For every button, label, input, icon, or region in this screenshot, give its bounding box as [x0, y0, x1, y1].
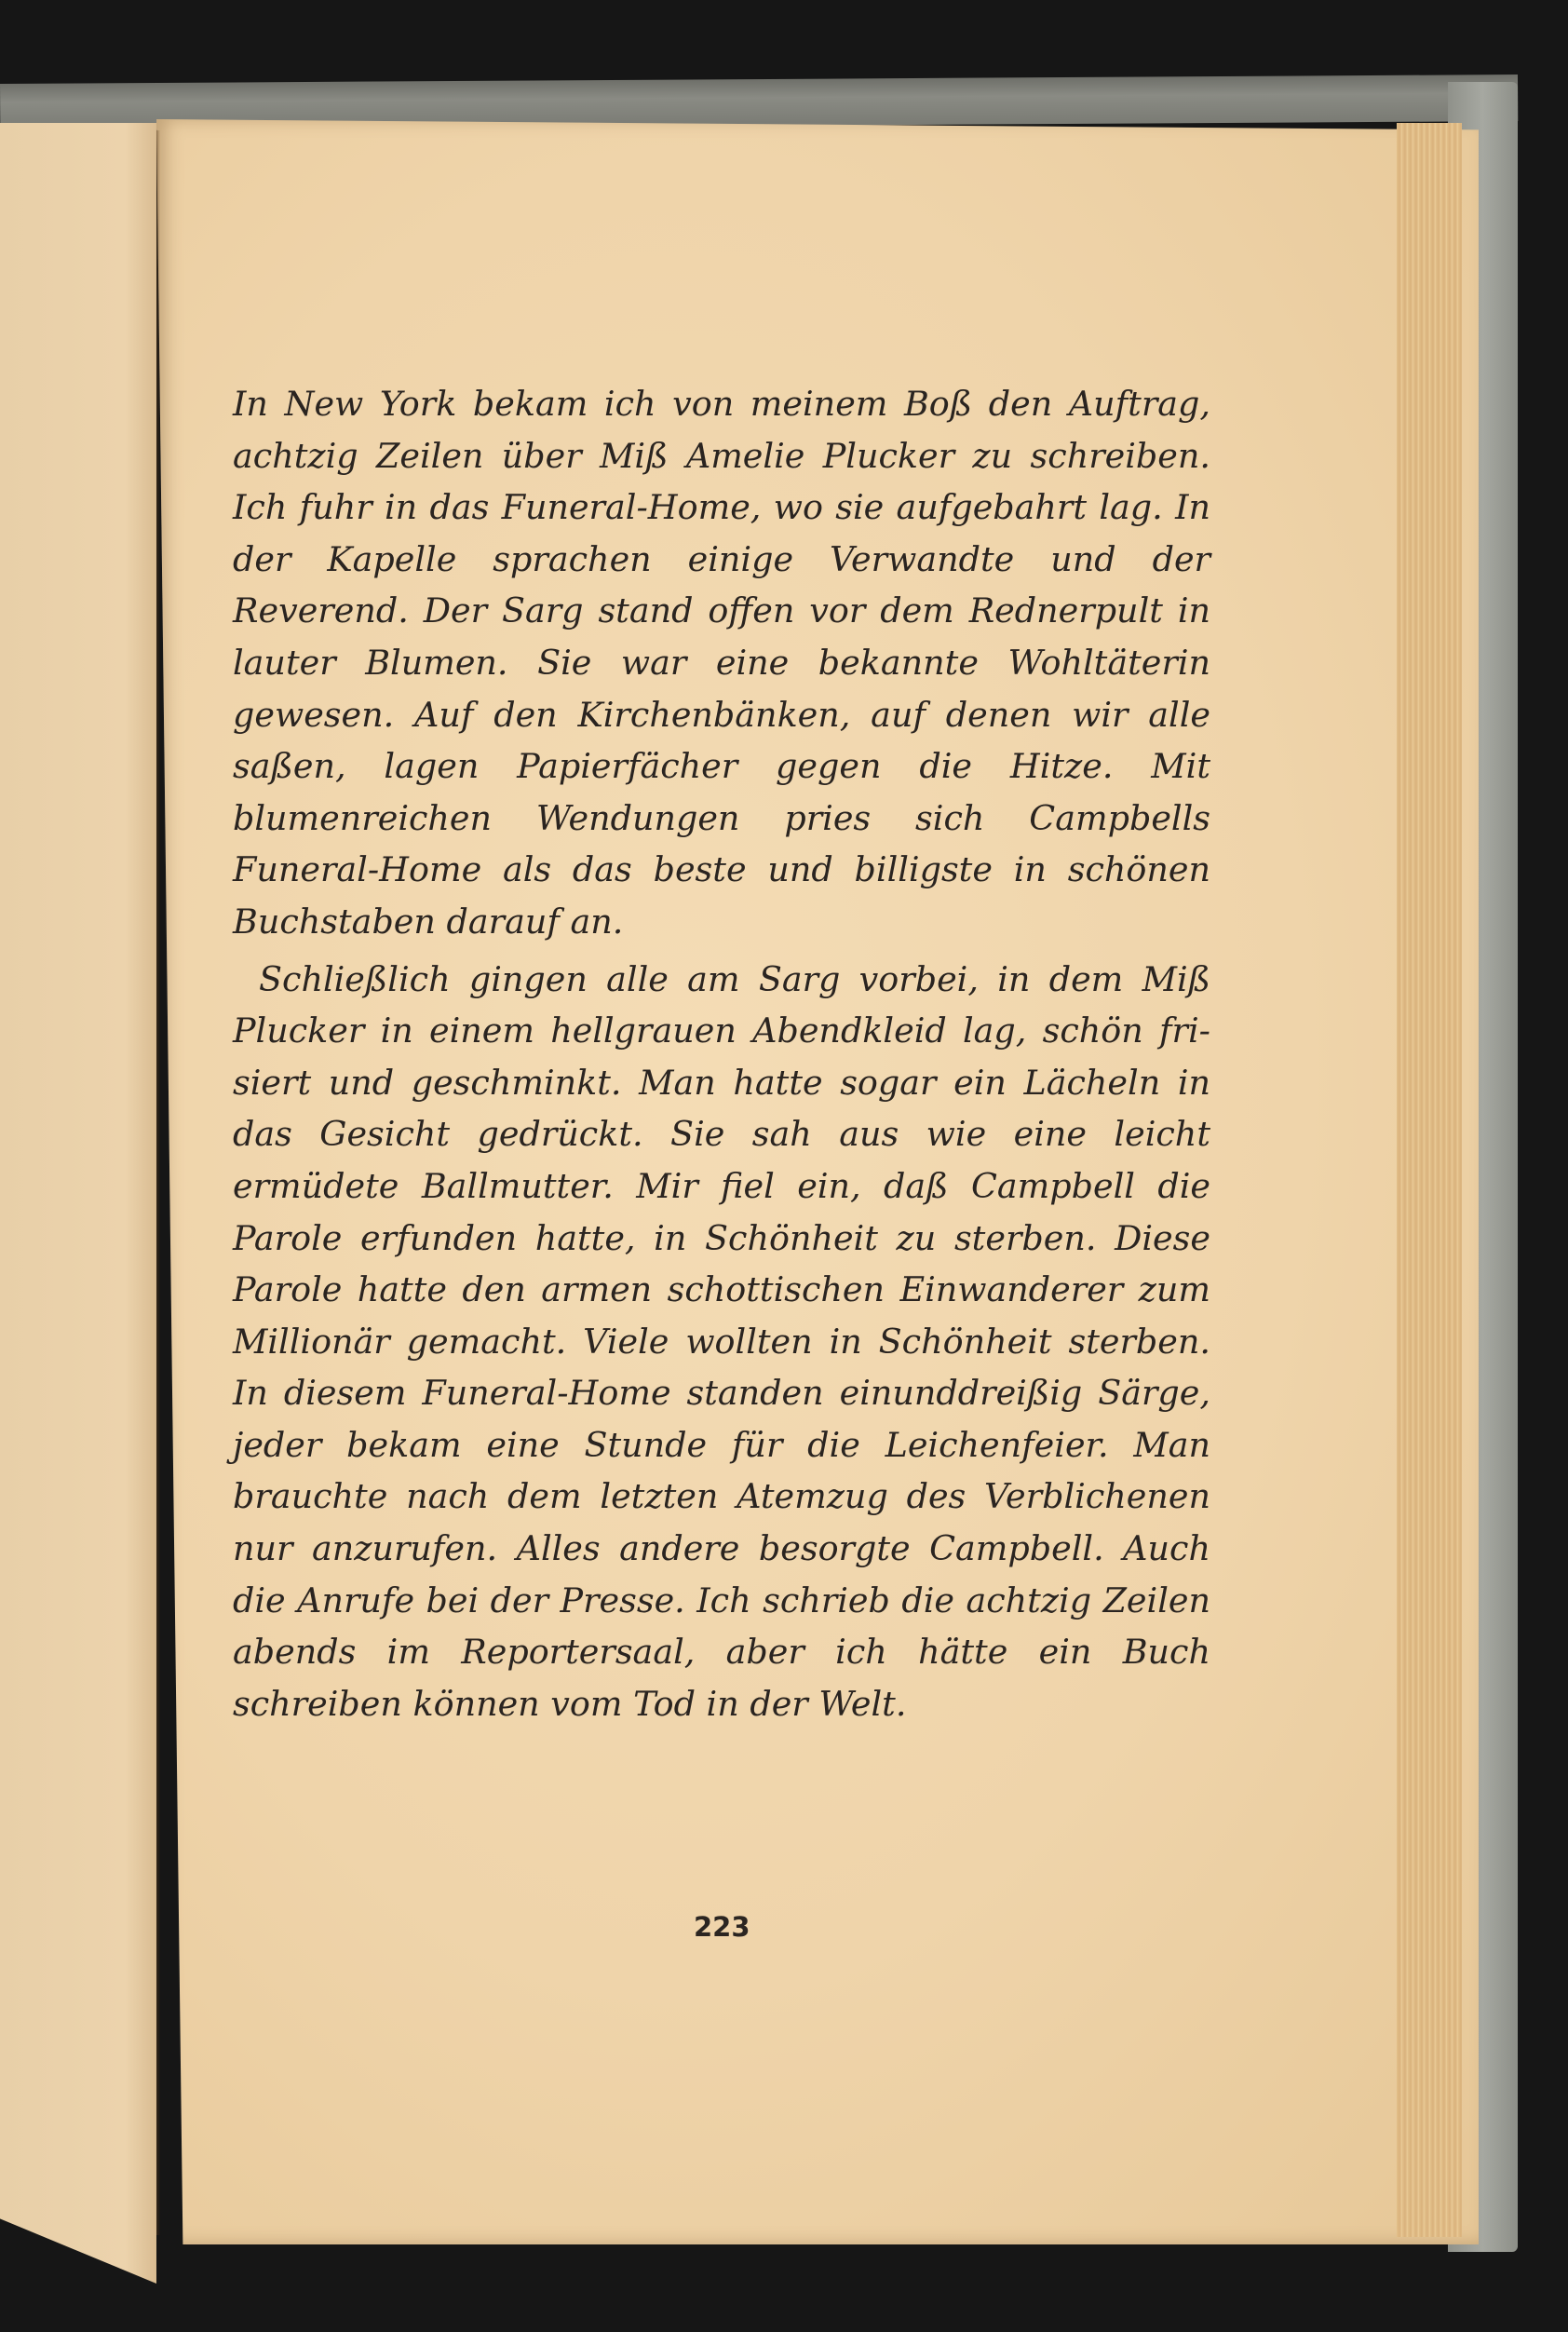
paragraph-2: Schließlich gingen alle am Sarg vorbei, in dem Miß Plucker in einem hellgrauen Abendkleid lag, schön frisiert und geschminkt. Man hatte sogar ein Lächeln in das Gesicht gedrückt. Sie sah aus wie eine leicht ermüdete Ballmutter. Mir fiel ein, daß Campbell die Parole erfunden hatte, in Schönheit zu sterben. Diese Parole hatte den armen schottischen Einwanderer zum Millionär gemacht. Viele wollten in Schönheit sterben. In diesem Funeral-Home standen einunddreißig Särge, jeder bekam eine Stunde für die Leichenfeier. Man brauchte nach dem letzten Atemzug des Verblichenen nur anzurufen. Alles andere besorgte Campbell. Auch die Anrufe bei der Presse. Ich schrieb die achtzig Zeilen abends im Reportersaal, aber ich hätte ein Buch schreiben können vom Tod in der Welt.	[233, 958, 1210, 1724]
body-text	[233, 378, 1210, 1729]
page-number: 223	[694, 1911, 750, 1943]
left-facing-page	[0, 123, 156, 2284]
page-edges	[1397, 123, 1462, 2237]
paragraph-1: In New York bekam ich von meinem Boß den Auftrag, achtzig Zeilen über Miß Amelie Plucker zu schreiben. Ich fuhr in das Funeral-Home, wo sie aufgebahrt lag. In der Kapelle sprachen einige Verwandte und der Reverend. Der Sarg stand offen vor dem Rednerpult in lauter Blumen. Sie war eine bekannte Wohltäterin gewesen. Auf den Kirchenbänken, auf denen wir alle saßen, lagen Papierfächer gegen die Hitze. Mit blumenreichen Wendungen pries sich Campbells Funeral-Home als das beste und billigste in schönen Buchstaben darauf an.	[233, 384, 1210, 942]
page-gutter	[156, 130, 160, 2235]
